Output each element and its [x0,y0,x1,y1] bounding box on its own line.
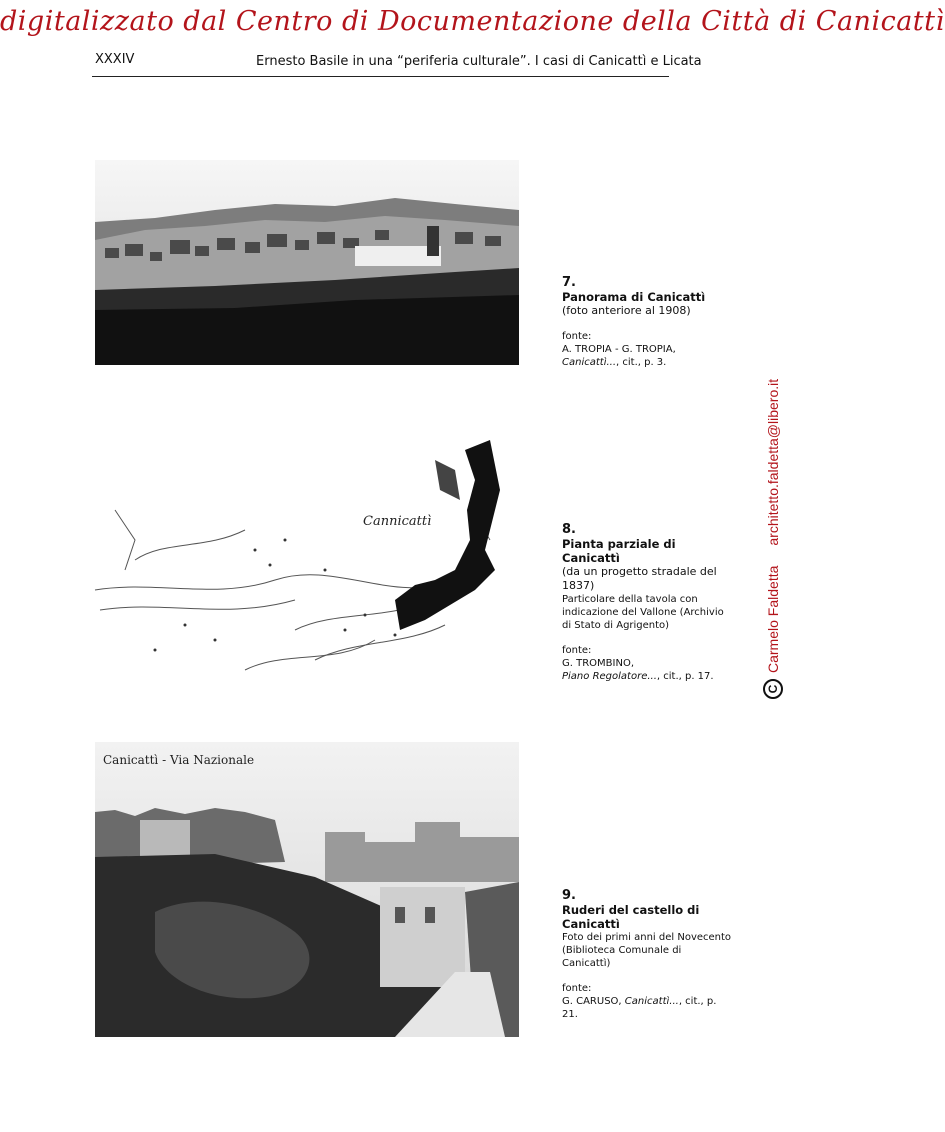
figure-9-caption [562,888,732,1021]
figure-8-number: 8. [562,522,576,537]
author-email[interactable]: architetto.faldetta@libero.it [765,378,781,546]
figure-7-source-work: Canicattì... [562,357,617,368]
figure-8-source-author: G. TROMBINO, [562,658,635,669]
author-name: Carmelo Faldetta [765,565,781,673]
figure-8-source-rest: , cit., p. 17. [656,671,714,682]
copyright-icon: C [763,679,783,699]
figure-9-description: Foto dei primi anni del Novecento (Biblioteca Comunale di Canicattì) [562,932,732,969]
figure-8-description: Particolare della tavola con indicazione del Vallone (Archivio di Stato di Agrigento) [562,594,724,631]
figure-7-source-rest: , cit., p. 3. [616,357,667,368]
figure-7-title: Panorama di Canicattì [562,290,706,304]
figure-9-source-author: G. CARUSO, [562,996,622,1007]
figure-9-source-label: fonte: [562,983,592,994]
figure-9-source-work: Canicattì... [624,996,679,1007]
figure-8-title: Pianta parziale di Canicattì [562,537,676,565]
figure-7-source-label: fonte: [562,331,592,342]
figure-9-source-rest: , cit., p. 21. [562,996,717,1020]
figure-9-castle-photo [95,742,519,1037]
figure-8-caption [562,522,732,683]
figure-7-number: 7. [562,275,576,290]
figure-8-source-citation [562,670,732,683]
figure-8-source-label: fonte: [562,645,592,656]
figure-9-photo-label: Canicattì - Via Nazionale [103,753,255,767]
figure-8-subtitle: (da un progetto stradale del 1837) [562,565,717,592]
figure-8-map-label: Cannicattì [363,514,432,529]
figure-7-subtitle: (foto anteriore al 1908) [562,304,691,317]
running-title: Ernesto Basile in una “periferia culturale”. I casi di Canicattì e Licata [256,54,702,69]
figure-9-title: Ruderi del castello di Canicattì [562,903,700,931]
figure-7-source-citation [562,356,732,369]
page-number: XXXIV [95,52,135,67]
figure-9-source-citation [562,995,732,1021]
figure-7-caption [562,275,732,369]
figure-9-number: 9. [562,888,576,903]
digitization-banner: digitalizzato dal Centro di Documentazione della Città di Canicattì [0,6,945,37]
header-rule [92,76,669,77]
figure-8-source-work: Piano Regolatore... [562,671,657,682]
figure-8-map [95,430,520,685]
figure-7-source-author: A. TROPIA - G. TROPIA, [562,344,676,355]
figure-7-panorama-photo [95,160,519,365]
